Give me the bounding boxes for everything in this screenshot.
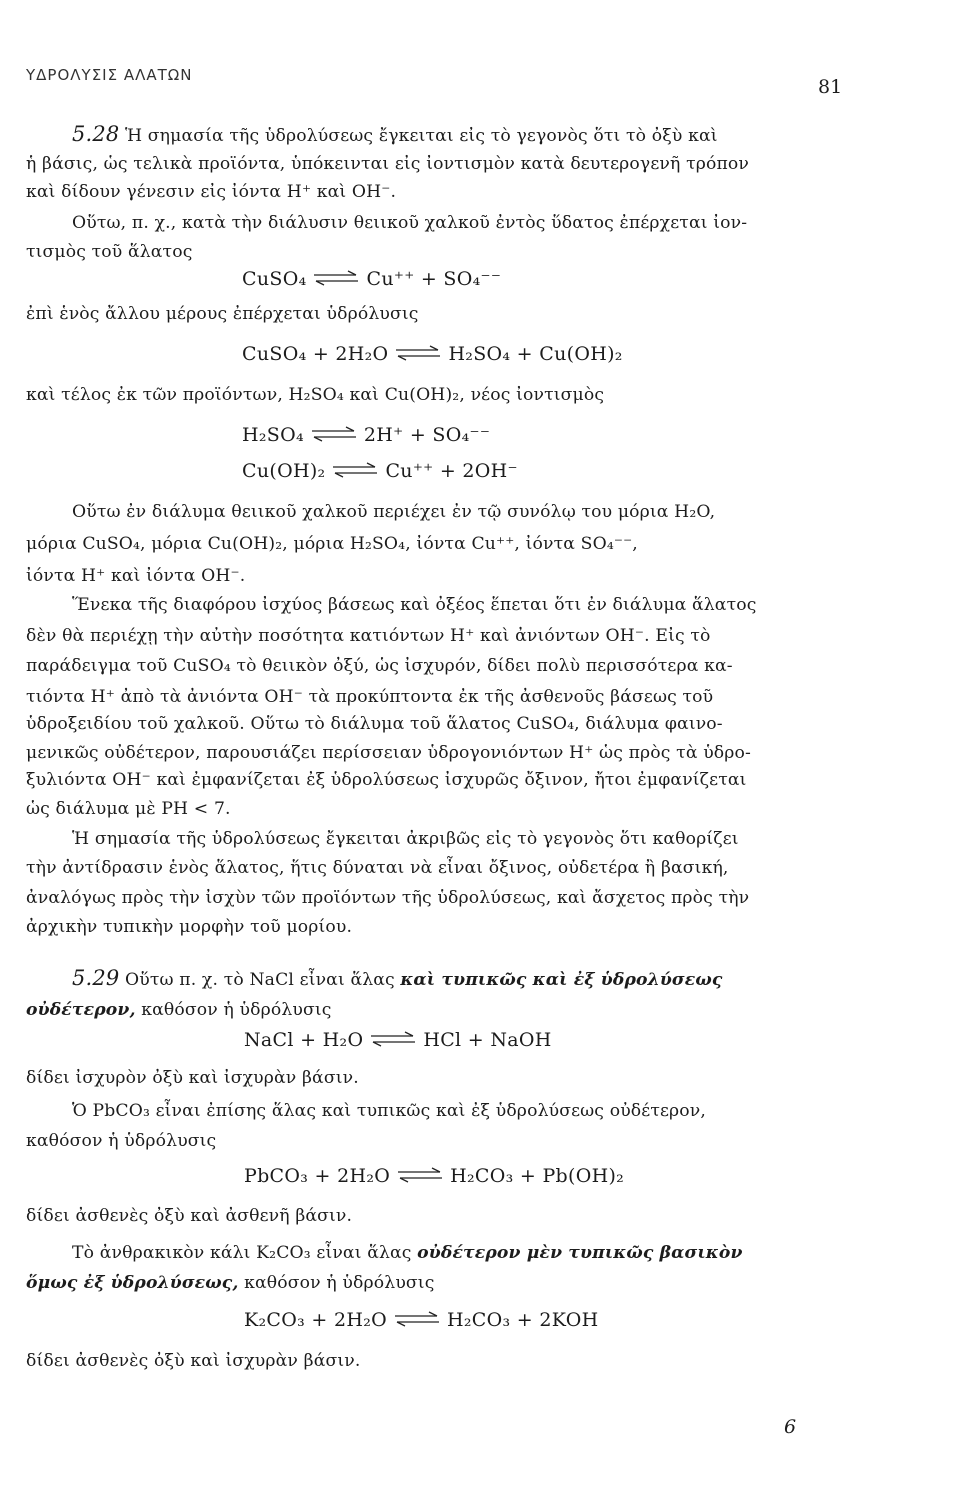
running-head: ΥΔΡΟΛΥΣΙΣ ΑΛΑΤΩΝ	[26, 66, 193, 84]
equation-left: Cu(OH)₂	[242, 460, 326, 482]
emphasis-text: οὐδέτερον,	[26, 1000, 136, 1020]
paragraph-line	[72, 122, 718, 146]
paragraph-line: Οὕτω ἐν διάλυμα θειικοῦ χαλκοῦ περιέχει ἐν τῷ συνόλῳ του μόρια H₂O,	[72, 502, 716, 522]
text: καθόσον ἡ ὑδρόλυσις	[135, 1000, 332, 1020]
equation	[242, 268, 501, 290]
paragraph-line: ὑδροξειδίου τοῦ χαλκοῦ. Οὕτω τὸ διάλυμα τοῦ ἅλατος CuSO₄, διάλυμα φαινο-	[26, 714, 723, 734]
paragraph-line	[26, 1273, 434, 1293]
equilibrium-arrow-icon	[312, 426, 356, 442]
equation-right: HCl + NaOH	[423, 1029, 552, 1051]
equation-right: Cu⁺⁺ + 2OH⁻	[385, 460, 518, 482]
paragraph-line	[72, 966, 722, 990]
equation	[244, 1029, 552, 1051]
paragraph-line: τισμὸς τοῦ ἅλατος	[26, 242, 193, 262]
equation-right: 2H⁺ + SO₄⁻⁻	[363, 424, 491, 446]
emphasis-text: οὐδέτερον μὲν τυπικῶς βασικὸν	[417, 1243, 743, 1263]
equation	[242, 460, 518, 482]
paragraph-line: Ἡ σημασία τῆς ὑδρολύσεως ἔγκειται ἀκριβῶς εἰς τὸ γεγονὸς ὅτι καθορίζει	[72, 829, 739, 849]
paragraph-line: ἀρχικὴν τυπικὴν μορφὴν τοῦ μορίου.	[26, 917, 353, 937]
paragraph-line: τιόντα H⁺ ἀπὸ τὰ ἀνιόντα OH⁻ τὰ προκύπτοντα ἐκ τῆς ἀσθενοῦς βάσεως τοῦ	[26, 687, 714, 707]
paragraph-line: δίδει ἰσχυρὸν ὀξὺ καὶ ἰσχυρὰν βάσιν.	[26, 1068, 359, 1088]
paragraph-line: ἡ βάσις, ὡς τελικὰ προϊόντα, ὑπόκεινται εἰς ἰοντισμὸν κατὰ δευτερογενῆ τρόπον	[26, 154, 750, 174]
paragraph-line: Ὁ PbCO₃ εἶναι ἐπίσης ἅλας καὶ τυπικῶς καὶ ἐξ ὑδρολύσεως οὐδέτερον,	[72, 1101, 707, 1121]
paragraph-line: Ἕνεκα τῆς διαφόρου ἰσχύος βάσεως καὶ ὀξέος ἕπεται ὅτι ἐν διάλυμα ἅλατος	[72, 595, 757, 615]
equation-left: H₂SO₄	[242, 424, 304, 446]
equation-right: Cu⁺⁺ + SO₄⁻⁻	[366, 268, 502, 290]
paragraph-line: καὶ δίδουν γένεσιν εἰς ἰόντα H⁺ καὶ OH⁻.	[26, 182, 397, 202]
paragraph-line: ξυλιόντα OH⁻ καὶ ἐμφανίζεται ἐξ ὑδρολύσεως ἰσχυρῶς ὄξινον, ἤτοι ἐμφανίζεται	[26, 770, 747, 790]
section-number: 5.28	[72, 122, 120, 146]
text: Ἡ σημασία τῆς ὑδρολύσεως ἔγκειται εἰς τὸ γεγονὸς ὅτι τὸ ὀξὺ καὶ	[124, 126, 718, 146]
paragraph-line: Οὕτω, π. χ., κατὰ τὴν διάλυσιν θειικοῦ χαλκοῦ ἐντὸς ὕδατος ἐπέρχεται ἰον-	[72, 213, 748, 233]
text: καθόσον ἡ ὑδρόλυσις	[238, 1273, 435, 1293]
equation	[244, 1165, 624, 1187]
equation-left: K₂CO₃ + 2H₂O	[244, 1309, 387, 1331]
text: Τὸ ἀνθρακικὸν κάλι K₂CO₃ εἶναι ἅλας	[72, 1243, 418, 1263]
equation	[244, 1309, 598, 1331]
equation	[242, 424, 490, 446]
paragraph-line	[26, 1000, 332, 1020]
emphasis-text: ὅμως ἐξ ὑδρολύσεως,	[26, 1273, 239, 1293]
equation-left: CuSO₄ + 2H₂O	[242, 343, 389, 365]
equation	[242, 343, 623, 365]
paragraph-line: δίδει ἀσθενὲς ὀξὺ καὶ ἰσχυρὰν βάσιν.	[26, 1351, 361, 1371]
signature-mark: 6	[784, 1416, 797, 1438]
equation-right: H₂SO₄ + Cu(OH)₂	[448, 343, 623, 365]
equilibrium-arrow-icon	[398, 1167, 442, 1183]
paragraph-line: δὲν θὰ περιέχῃ τὴν αὐτὴν ποσότητα κατιόντων H⁺ καὶ ἀνιόντων OH⁻. Εἰς τὸ	[26, 626, 711, 646]
paragraph-line: τὴν ἀντίδρασιν ἑνὸς ἅλατος, ἥτις δύναται νὰ εἶναι ὄξινος, οὐδετέρα ἢ βασική,	[26, 858, 729, 878]
paragraph-line	[72, 1243, 743, 1263]
equilibrium-arrow-icon	[395, 1311, 439, 1327]
equilibrium-arrow-icon	[371, 1031, 415, 1047]
paragraph-line: ὡς διάλυμα μὲ PH < 7.	[26, 799, 231, 819]
page-number: 81	[818, 76, 843, 98]
paragraph-line: ἐπὶ ἑνὸς ἄλλου μέρους ἐπέρχεται ὑδρόλυσις	[26, 304, 419, 324]
paragraph-line: καθόσον ἡ ὑδρόλυσις	[26, 1131, 217, 1151]
equation-left: PbCO₃ + 2H₂O	[244, 1165, 391, 1187]
equation-left: CuSO₄	[242, 268, 307, 290]
equation-right: H₂CO₃ + 2KOH	[447, 1309, 599, 1331]
paragraph-line: μενικῶς οὐδέτερον, παρουσιάζει περίσσειαν ὑδρογονιόντων H⁺ ὡς πρὸς τὰ ὑδρο-	[26, 743, 752, 763]
equation-left: NaCl + H₂O	[244, 1029, 364, 1051]
paragraph-line: μόρια CuSO₄, μόρια Cu(OH)₂, μόρια H₂SO₄, ἰόντα Cu⁺⁺, ἰόντα SO₄⁻⁻,	[26, 534, 638, 554]
emphasis-text: καὶ τυπικῶς καὶ ἐξ ὑδρολύσεως	[400, 970, 723, 990]
paragraph-line: παράδειγμα τοῦ CuSO₄ τὸ θειικὸν ὀξύ, ὡς ἰσχυρόν, δίδει πολὺ περισσότερα κα-	[26, 656, 733, 676]
equation-right: H₂CO₃ + Pb(OH)₂	[450, 1165, 625, 1187]
paragraph-line: καὶ τέλος ἐκ τῶν προϊόντων, H₂SO₄ καὶ Cu(OH)₂, νέος ἰοντισμὸς	[26, 385, 605, 405]
section-number: 5.29	[72, 966, 120, 990]
paragraph-line: ἰόντα H⁺ καὶ ἰόντα OH⁻.	[26, 566, 246, 586]
paragraph-line: ἀναλόγως πρὸς τὴν ἰσχὺν τῶν προϊόντων τῆς ὑδρολύσεως, καὶ ἄσχετος πρὸς τὴν	[26, 888, 750, 908]
equilibrium-arrow-icon	[314, 270, 358, 286]
equilibrium-arrow-icon	[333, 462, 377, 478]
equilibrium-arrow-icon	[396, 345, 440, 361]
paragraph-line: δίδει ἀσθενὲς ὀξὺ καὶ ἀσθενῆ βάσιν.	[26, 1206, 353, 1226]
text: Οὕτω π. χ. τὸ NaCl εἶναι ἅλας	[124, 970, 401, 990]
